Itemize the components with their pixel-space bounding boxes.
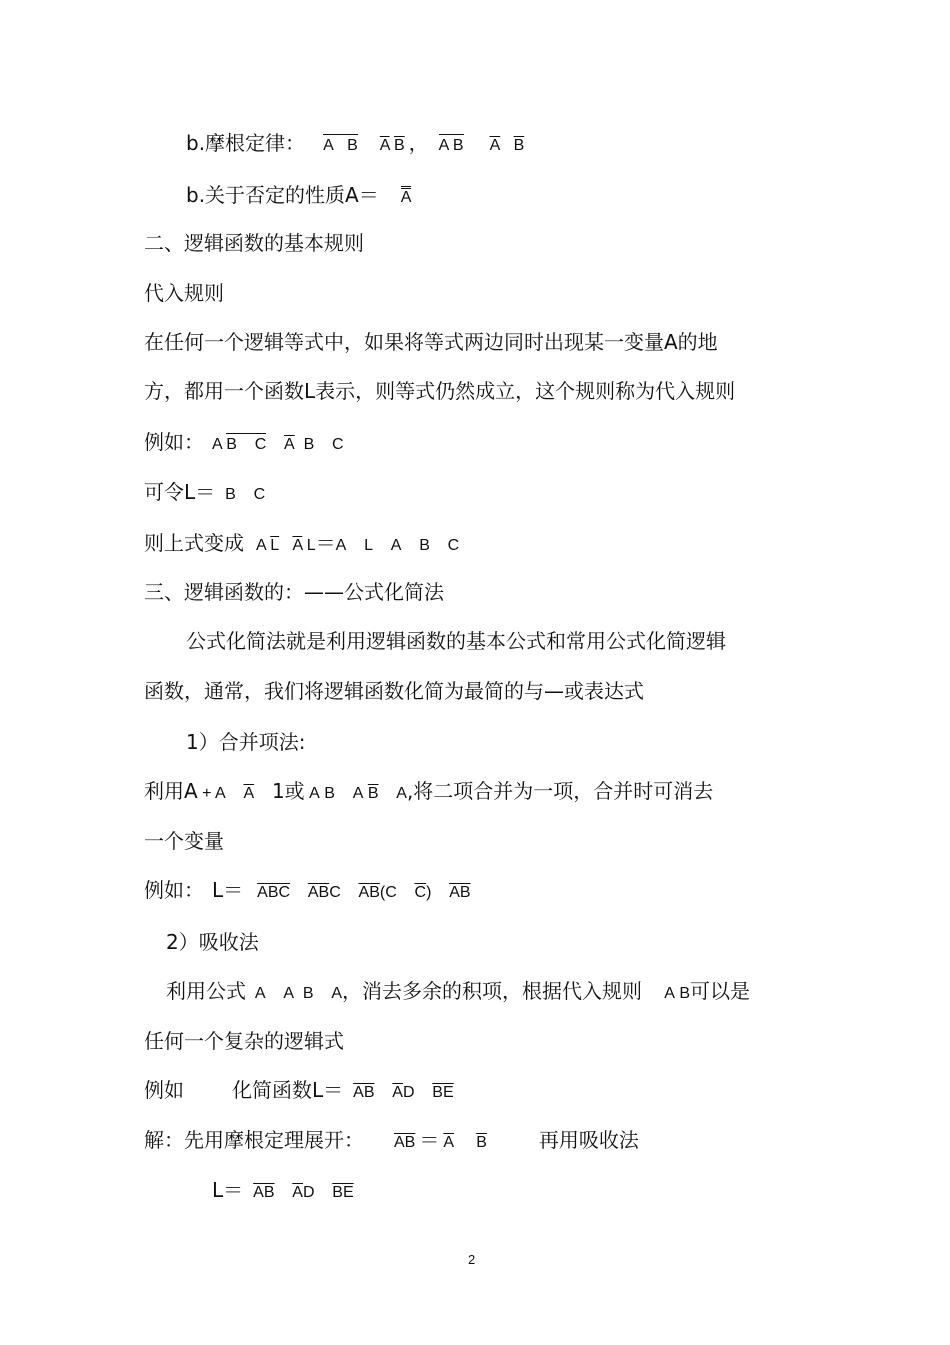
solution-label: 解：先用摩根定理展开： <box>144 1128 364 1152</box>
formula-merge-2: A B A $\overline{B}$ A <box>304 785 407 802</box>
method-1-heading: 1）合并项法: <box>186 730 306 754</box>
subheading-substitution: 代入规则 <box>144 281 224 305</box>
final-label: L＝ <box>212 1178 244 1202</box>
section-heading-3: 三、逻辑函数的：——公式化简法 <box>144 580 444 604</box>
equals-sign: ＝ <box>315 531 336 555</box>
formula-ab: A B <box>642 985 691 1002</box>
formula-let: B C <box>225 486 266 503</box>
formula-absorb: A A B A <box>246 985 343 1002</box>
method-2-text-c: 可以是 <box>690 979 751 1003</box>
formula-example-2: $\overline{A}\overline{B}\overline{C}$ $\overline{A}\overline{B}C$ $\overline{A}\overline{B}(C$ $\overline{C}$) $\overline{A}\overline{B}$ <box>257 884 471 901</box>
formula-abar-bbar: $\overline{A}$ $\overline{B}$ <box>379 137 405 154</box>
formula-solution-rhs: $\overline{A}$ $\overline{B}$ <box>443 1134 487 1151</box>
method-1-text <box>144 777 713 805</box>
example-3-text: 化简函数L＝ <box>232 1078 344 1102</box>
example-2-label: 例如： <box>144 878 204 902</box>
method-1-text-c: ,将二项合并为一项，合并时可消去 <box>406 779 714 803</box>
formula-becomes: A $\overline{L}$ $\overline{A}$ L <box>256 537 316 554</box>
section-heading-2: 二、逻辑函数的基本规则 <box>144 231 364 255</box>
paragraph-3: 公式化简法就是利用逻辑函数的基本公式和常用公式化简逻辑 <box>186 629 726 653</box>
solution-then: 再用吸收法 <box>538 1128 639 1152</box>
formula-becomes-rhs: A L A B C <box>335 537 460 554</box>
solution-equals: ＝ <box>419 1128 440 1152</box>
formula-example-3: $\overline{AB}$ $\overline{A}D$ $\overline{B}\overline{E}$ <box>353 1084 454 1101</box>
method-2-text-a: 利用公式 <box>166 979 246 1003</box>
paragraph-2: 方，都用一个函数L表示，则等式仍然成立，这个规则称为代入规则 <box>144 379 736 403</box>
method-1-text-b: 1或 <box>271 779 305 803</box>
becomes-line <box>144 529 459 557</box>
method-1-text-a: 利用A <box>144 779 198 803</box>
negation-line <box>186 181 411 209</box>
method-2-text-d: 任何一个复杂的逻辑式 <box>144 1029 344 1053</box>
demorgan-line: b.摩根定律： A B $\overline{A}$ $\overline{B}$ ， A B $\overline{A}$ $\overline{B}$ <box>186 129 524 157</box>
method-2-text-b: ，消去多余的积项，根据代入规则 <box>342 979 643 1003</box>
formula-ab2-bar: A B <box>439 134 464 156</box>
final-line <box>212 1176 354 1204</box>
solution-line <box>144 1126 639 1154</box>
example-3-line <box>144 1076 454 1104</box>
formula-example-1: A B C $\overline{A}$ B C <box>212 431 344 459</box>
formula-final: $\overline{AB}$ $\overline{A}D$ $\overline{B}\overline{E}$ <box>253 1184 354 1201</box>
demorgan-label: b.摩根定律： <box>186 131 306 155</box>
formula-merge-1: + A $\overline{A}$ <box>197 785 255 802</box>
method-2-text <box>166 977 750 1005</box>
example-3-label: 例如 <box>144 1078 184 1102</box>
method-1-text-d: 一个变量 <box>144 829 224 853</box>
paragraph-1: 在任何一个逻辑等式中，如果将等式两边同时出现某一变量A的地 <box>144 330 718 354</box>
formula-solution: $\overline{AB}$ <box>394 1134 416 1151</box>
negation-label: b.关于否定的性质A＝ <box>186 183 379 207</box>
formula-double-neg: A <box>401 186 412 207</box>
example-2-line: 例如： $L= \overline{A}\overline{B}\overline{C}$ $\overline{A}\overline{B}C$ $\overline{A}\overline{B}(C$ $\overline{C}$) $\overline{A}\overline{B}$ <box>144 876 471 904</box>
formula-ab-bar: A B <box>323 134 358 156</box>
paragraph-4: 函数，通常，我们将逻辑函数化简为最简的与—或表达式 <box>144 679 644 703</box>
method-2-heading: 2）吸收法 <box>166 930 259 954</box>
formula-abar-bbar-2: $\overline{A}$ $\overline{B}$ <box>489 137 525 154</box>
page-number: 2 <box>468 1252 476 1267</box>
becomes-label: 则上式变成 <box>144 531 244 555</box>
let-line <box>144 478 265 506</box>
example-1-label: 例如： <box>144 430 204 454</box>
example-1-line <box>144 428 344 456</box>
let-label: 可令L＝ <box>144 480 216 504</box>
